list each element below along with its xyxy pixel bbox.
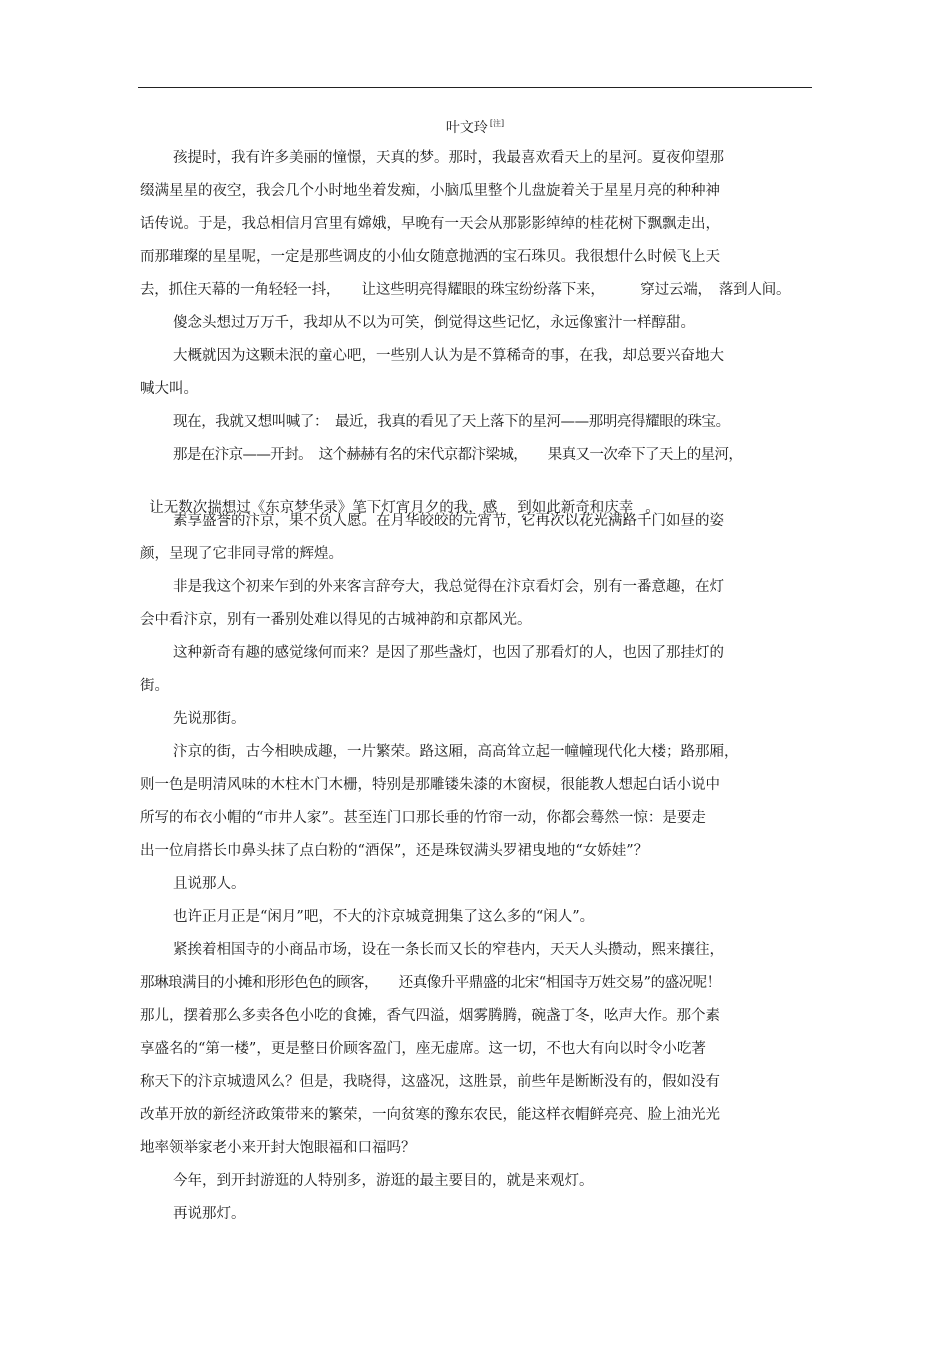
text-line: 所写的布衣小帽的“市井人家”。甚至连门口那长垂的竹帘一动，你都会蓦然一惊：是要走 (140, 810, 706, 826)
text-line: 素享盛誉的汴京，果不负人愿。在月华皎皎的元宵节，它再次以花光满路千门如昼的姿 (173, 513, 724, 529)
text-line: 会中看汴京，别有一番别处难以得见的古城神韵和京都风光。 (140, 612, 532, 628)
text-line: 改革开放的新经济政策带来的繁荣，一向贫寒的豫东农民，能这样衣帽鲜亮亮、脸上油光光 (140, 1107, 720, 1123)
text-line: 且说那人。 (173, 876, 246, 892)
text-line: 享盛名的“第一楼”，更是整日价顾客盈门，座无虚席。这一切，不也大有向以时令小吃著 (140, 1041, 706, 1057)
text-line: 称天下的汴京城遗风么？但是，我晓得，这盛况，这胜景，前些年是断断没有的，假如没有 (140, 1074, 720, 1090)
text-line: 紧挨着相国寺的小商品市场，设在一条长而又长的窄巷内，天天人头攒动，熙来攘往， (173, 942, 724, 958)
text-line: 这种新奇有趣的感觉缘何而来？是因了那些盏灯，也因了那看灯的人，也因了那挂灯的 (173, 645, 724, 661)
text-line: 现在，我就又想叫喊了： 最近，我真的看见了天上落下的星河——那明亮得耀眼的珠宝。 (173, 414, 730, 430)
text-line: 缀满星星的夜空，我会几个小时地坐着发痴，小脑瓜里整个儿盘旋着关于星星月亮的种种神 (140, 183, 720, 199)
author-line (0, 117, 950, 137)
text-line: 那是在汴京——开封。 这个赫赫有名的宋代京都汴梁城， 果真又一次牵下了天上的星河， (173, 447, 743, 463)
note-marker: [注] (489, 119, 505, 128)
text-line: 颜，呈现了它非同寻常的辉煌。 (140, 546, 343, 562)
text-line: 出一位肩搭长巾鼻头抹了点白粉的“酒保”，还是珠钗满头罗裙曳地的“女娇娃”？ (140, 843, 649, 859)
text-line: 喊大叫。 (140, 381, 198, 397)
text-line: 孩提时，我有许多美丽的憧憬，天真的梦。那时，我最喜欢看天上的星河。夏夜仰望那 (173, 150, 724, 166)
text-line: 今年，到开封游逛的人特别多，游逛的最主要目的，就是来观灯。 (173, 1173, 594, 1189)
text-line: 那琳琅满目的小摊和形形色色的顾客， 还真像升平鼎盛的北宋“相国寺万姓交易”的盛况呢！ (140, 975, 721, 991)
text-line: 也许正月正是“闲月”吧，不大的汴京城竟拥集了这么多的“闲人”。 (173, 909, 595, 925)
text-segment: 让无数次揣想过《东京梦华录》笔下灯宵月夕的我，感 (149, 500, 498, 516)
text-line: 再说那灯。 (173, 1206, 246, 1222)
text-line: 大概就因为这颗未泯的童心吧，一些别人认为是不算稀奇的事，在我，却总要兴奋地大 (173, 348, 724, 364)
text-line: 地率领举家老小来开封大饱眼福和口福吗？ (140, 1140, 416, 1156)
author-name: 叶文玲 (445, 120, 488, 136)
top-rule (138, 87, 812, 88)
text-line: 去，抓住天幕的一角轻轻一抖， 让这些明亮得耀眼的珠宝纷纷落下来， 穿过云端， 落到人间。 (140, 282, 791, 298)
text-line: 街。 (140, 678, 169, 694)
text-line: 汴京的街，古今相映成趣，一片繁荣。路这厢，高高耸立起一幢幢现代化大楼；路那厢， (173, 744, 739, 760)
text-line: 话传说。于是，我总相信月宫里有嫦娥，早晚有一天会从那影影绰绰的桂花树下飘飘走出， (140, 216, 720, 232)
text-line: 傻念头想过万万千，我却从不以为可笑，倒觉得这些记忆，永远像蜜汁一样醇甜。 (173, 315, 695, 331)
text-line: 则一色是明清风味的木柱木门木栅，特别是那雕镂朱漆的木窗棂，很能教人想起白话小说中 (140, 777, 720, 793)
text-line: 而那璀璨的星星呢，一定是那些调皮的小仙女随意抛洒的宝石珠贝。我很想什么时候飞上天 (140, 249, 720, 265)
emphasized-phrase: 到如此新奇和庆幸 (517, 500, 634, 516)
text-segment: 。 (645, 500, 660, 516)
text-line: 先说那街。 (173, 711, 246, 727)
text-line: 那儿，摆着那么多卖各色小吃的食摊，香气四溢，烟雾腾腾，碗盏丁冬，吆声大作。那个素 (140, 1008, 720, 1024)
text-line: 非是我这个初来乍到的外来客言辞夸大，我总觉得在汴京看灯会，别有一番意趣，在灯 (173, 579, 724, 595)
